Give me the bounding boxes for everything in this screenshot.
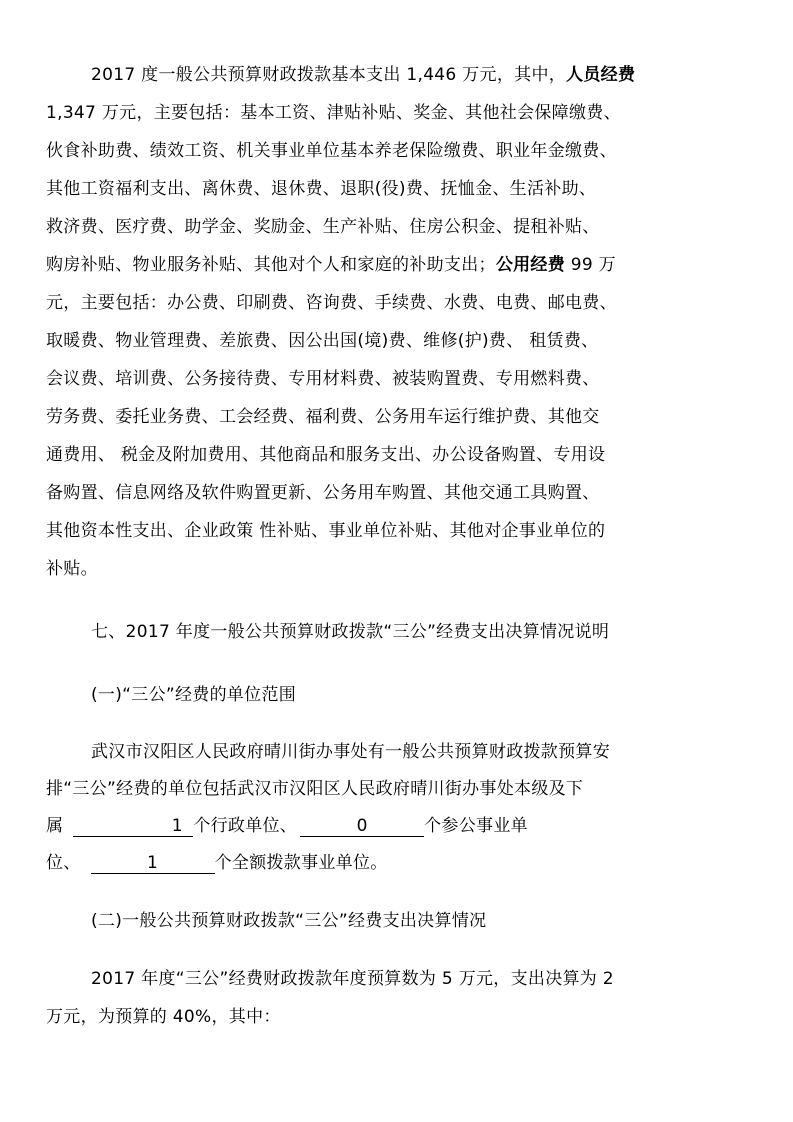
scope-text: 个参公事业单	[424, 816, 528, 836]
subheading-expense-summary: (二)一般公共预算财政拨款“三公”经费支出决算情况	[91, 911, 487, 931]
budget-text: 购房补贴、物业服务补贴、其他对个人和家庭的补助支出；	[46, 255, 496, 275]
personnel-expense-label: 人员经费	[566, 65, 636, 85]
section-heading: 七、2017 年度一般公共预算财政拨款“三公”经费支出决算情况说明	[91, 622, 610, 642]
budget-line-4: 其他工资福利支出、离休费、退休费、退职(役)费、抚恤金、生活补助、	[46, 179, 597, 199]
budget-line-6	[46, 254, 616, 276]
budget-line-10: 劳务费、委托业务费、工会经费、福利费、公务用车运行维护费、其他交	[46, 407, 600, 427]
scope-text: 个行政单位、	[193, 816, 298, 836]
civil-units-value: 0	[356, 816, 368, 836]
scope-text: 属	[46, 816, 64, 836]
scope-line-1: 武汉市汉阳区人民政府晴川街办事处有一般公共预算财政拨款预算安	[91, 742, 610, 762]
budget-line-2: 1,347 万元，主要包括：基本工资、津贴补贴、奖金、其他社会保障缴费、	[46, 103, 621, 123]
subheading-unit-scope: (一)“三公”经费的单位范围	[91, 685, 297, 705]
budget-line-8: 取暖费、物业管理费、差旅费、因公出国(境)费、维修(护)费、 租赁费、	[46, 331, 599, 351]
civil-units-blank	[300, 816, 424, 837]
budget-text: 99 万	[565, 255, 616, 275]
budget-line-7: 元，主要包括：办公费、印刷费、咨询费、手续费、水费、电费、邮电费、	[46, 293, 617, 313]
scope-text: 位、	[46, 853, 81, 873]
funded-units-blank	[91, 853, 215, 874]
budget-line-9: 会议费、培训费、公务接待费、专用材料费、被装购置费、专用燃料费、	[46, 369, 600, 389]
scope-line-3	[46, 815, 528, 837]
budget-line-3: 伙食补助费、绩效工资、机关事业单位基本养老保险缴费、职业年金缴费、	[46, 141, 617, 161]
budget-line-1	[91, 64, 635, 86]
budget-line-13: 其他资本性支出、企业政策 性补贴、事业单位补贴、其他对企事业单位的	[46, 521, 606, 541]
budget-text: 2017 度一般公共预算财政拨款基本支出 1,446 万元，其中，	[91, 65, 567, 85]
funded-units-value: 1	[147, 853, 159, 873]
budget-line-11: 通费用、 税金及附加费用、其他商品和服务支出、办公设备购置、专用设	[46, 445, 606, 465]
summary-line-2: 万元，为预算的 40%，其中：	[46, 1007, 281, 1027]
scope-text: 个全额拨款事业单位。	[214, 853, 388, 873]
budget-line-12: 备购置、信息网络及软件购置更新、公务用车购置、其他交通工具购置、	[46, 483, 600, 503]
public-expense-label: 公用经费	[495, 255, 566, 275]
admin-units-blank	[73, 816, 193, 837]
budget-line-5: 救济费、医疗费、助学金、奖励金、生产补贴、住房公积金、提租补贴、	[46, 217, 600, 237]
budget-line-14: 补贴。	[46, 559, 98, 579]
scope-line-2: 排“三公”经费的单位包括武汉市汉阳区人民政府晴川街办事处本级及下	[46, 779, 584, 799]
summary-line-1: 2017 年度“三公”经费财政拨款年度预算数为 5 万元，支出决算为 2	[91, 969, 614, 989]
scope-line-4	[46, 852, 388, 874]
admin-units-value: 1	[171, 816, 183, 836]
